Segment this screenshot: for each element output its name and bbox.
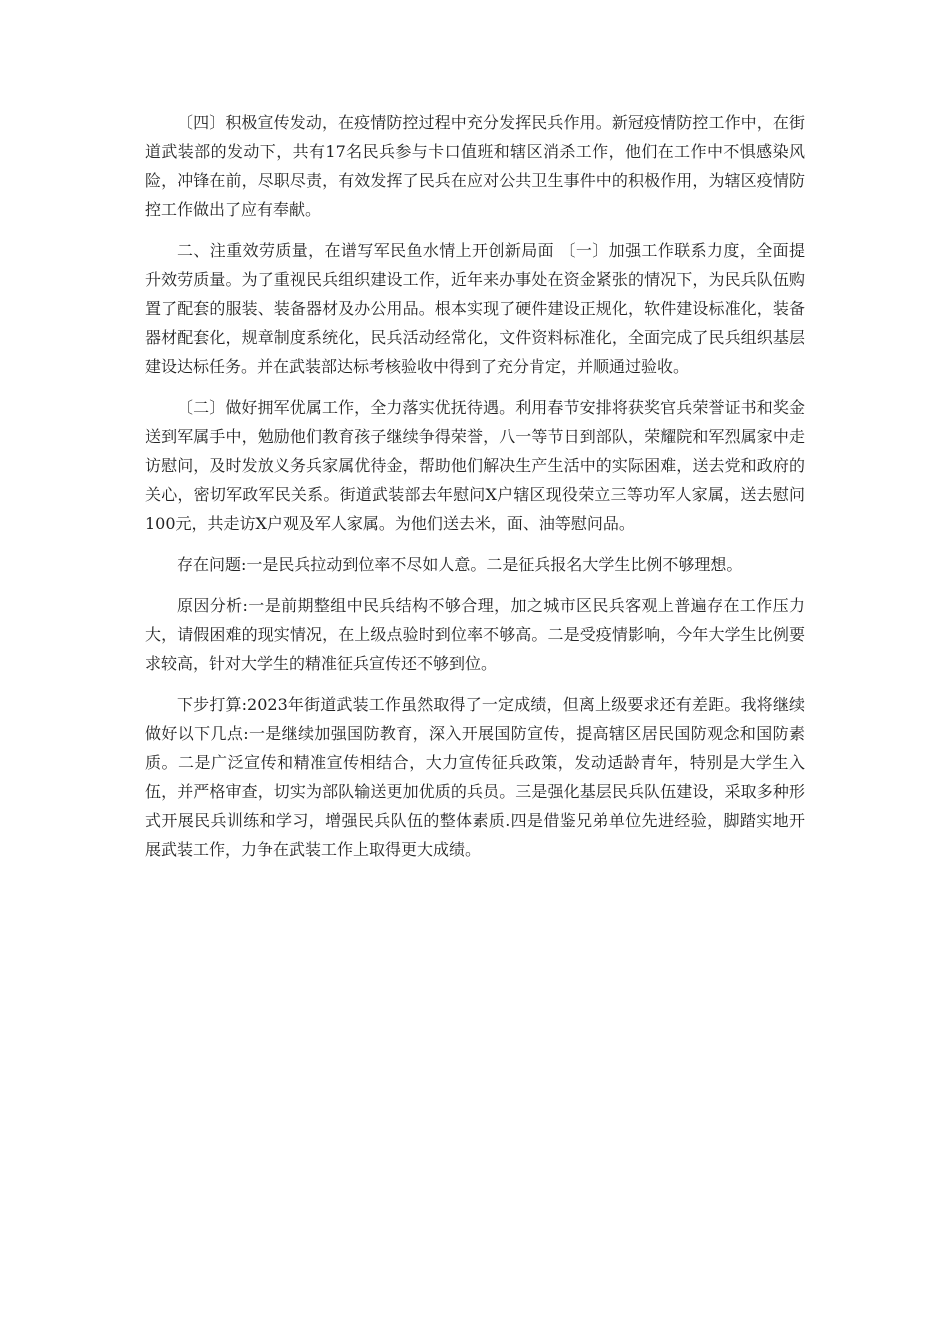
paragraph-existing-problems: 存在问题:一是民兵拉动到位率不尽如人意。二是征兵报名大学生比例不够理想。 [177, 555, 743, 574]
paragraph-next-steps: 下步打算:2023年街道武装工作虽然取得了一定成绩，但离上级要求还有差距。我将继续做好以下几点:一是继续加强国防教育，深入开展国防宣传，提高辖区居民国防观念和国防素质。二是广泛宣传和精准宣传相结合，大力宣传征兵政策，发动适龄青年，特别是大学生入伍，并严格审查，切实为部队输送更加优质的兵员。三是强化基层民兵队伍建设，采取多种形式开展民兵训练和学习，增强民兵队伍的整体素质.四是借鉴兄弟单位先进经验，脚踏实地开展武装工作，力争在武装工作上取得更大成绩。 [145, 695, 805, 859]
paragraph-militia-publicity: 〔四〕积极宣传发动，在疫情防控过程中充分发挥民兵作用。新冠疫情防控工作中，在街道武装部的发动下，共有17名民兵参与卡口值班和辖区消杀工作，他们在工作中不惧感染风险，冲锋在前，尽职尽责，有效发挥了民兵在应对公共卫生事件中的积极作用，为辖区疫情防控工作做出了应有奉献。 [145, 113, 805, 219]
paragraph-cause-analysis: 原因分析:一是前期整组中民兵结构不够合理，加之城市区民兵客观上普遍存在工作压力大，请假困难的现实情况，在上级点验时到位率不够高。二是受疫情影响，今年大学生比例要求较高，针对大学生的精准征兵宣传还不够到位。 [145, 596, 805, 673]
paragraph-military-support: 〔二〕做好拥军优属工作，全力落实优抚待遇。利用春节安排将获奖官兵荣誉证书和奖金送到军属手中，勉励他们教育孩子继续争得荣誉，八一等节日到部队，荣耀院和军烈属家中走访慰问，及时发放义务兵家属优待金，帮助他们解决生产生活中的实际困难，送去党和政府的关心，密切军政军民关系。街道武装部去年慰问X户辖区现役荣立三等功军人家属，送去慰问100元，共走访X户观及军人家属。为他们送去米，面、油等慰问品。 [145, 398, 805, 533]
document-body [145, 108, 805, 876]
paragraph-service-quality: 二、注重效劳质量，在谱写军民鱼水情上开创新局面 〔一〕加强工作联系力度，全面提升效劳质量。为了重视民兵组织建设工作，近年来办事处在资金紧张的情况下，为民兵队伍购置了配套的服装、装备器材及办公用品。根本实现了硬件建设正规化，软件建设标准化，装备器材配套化，规章制度系统化，民兵活动经常化，文件资料标准化，全面完成了民兵组织基层建设达标任务。并在武装部达标考核验收中得到了充分肯定，并顺通过验收。 [145, 241, 805, 376]
